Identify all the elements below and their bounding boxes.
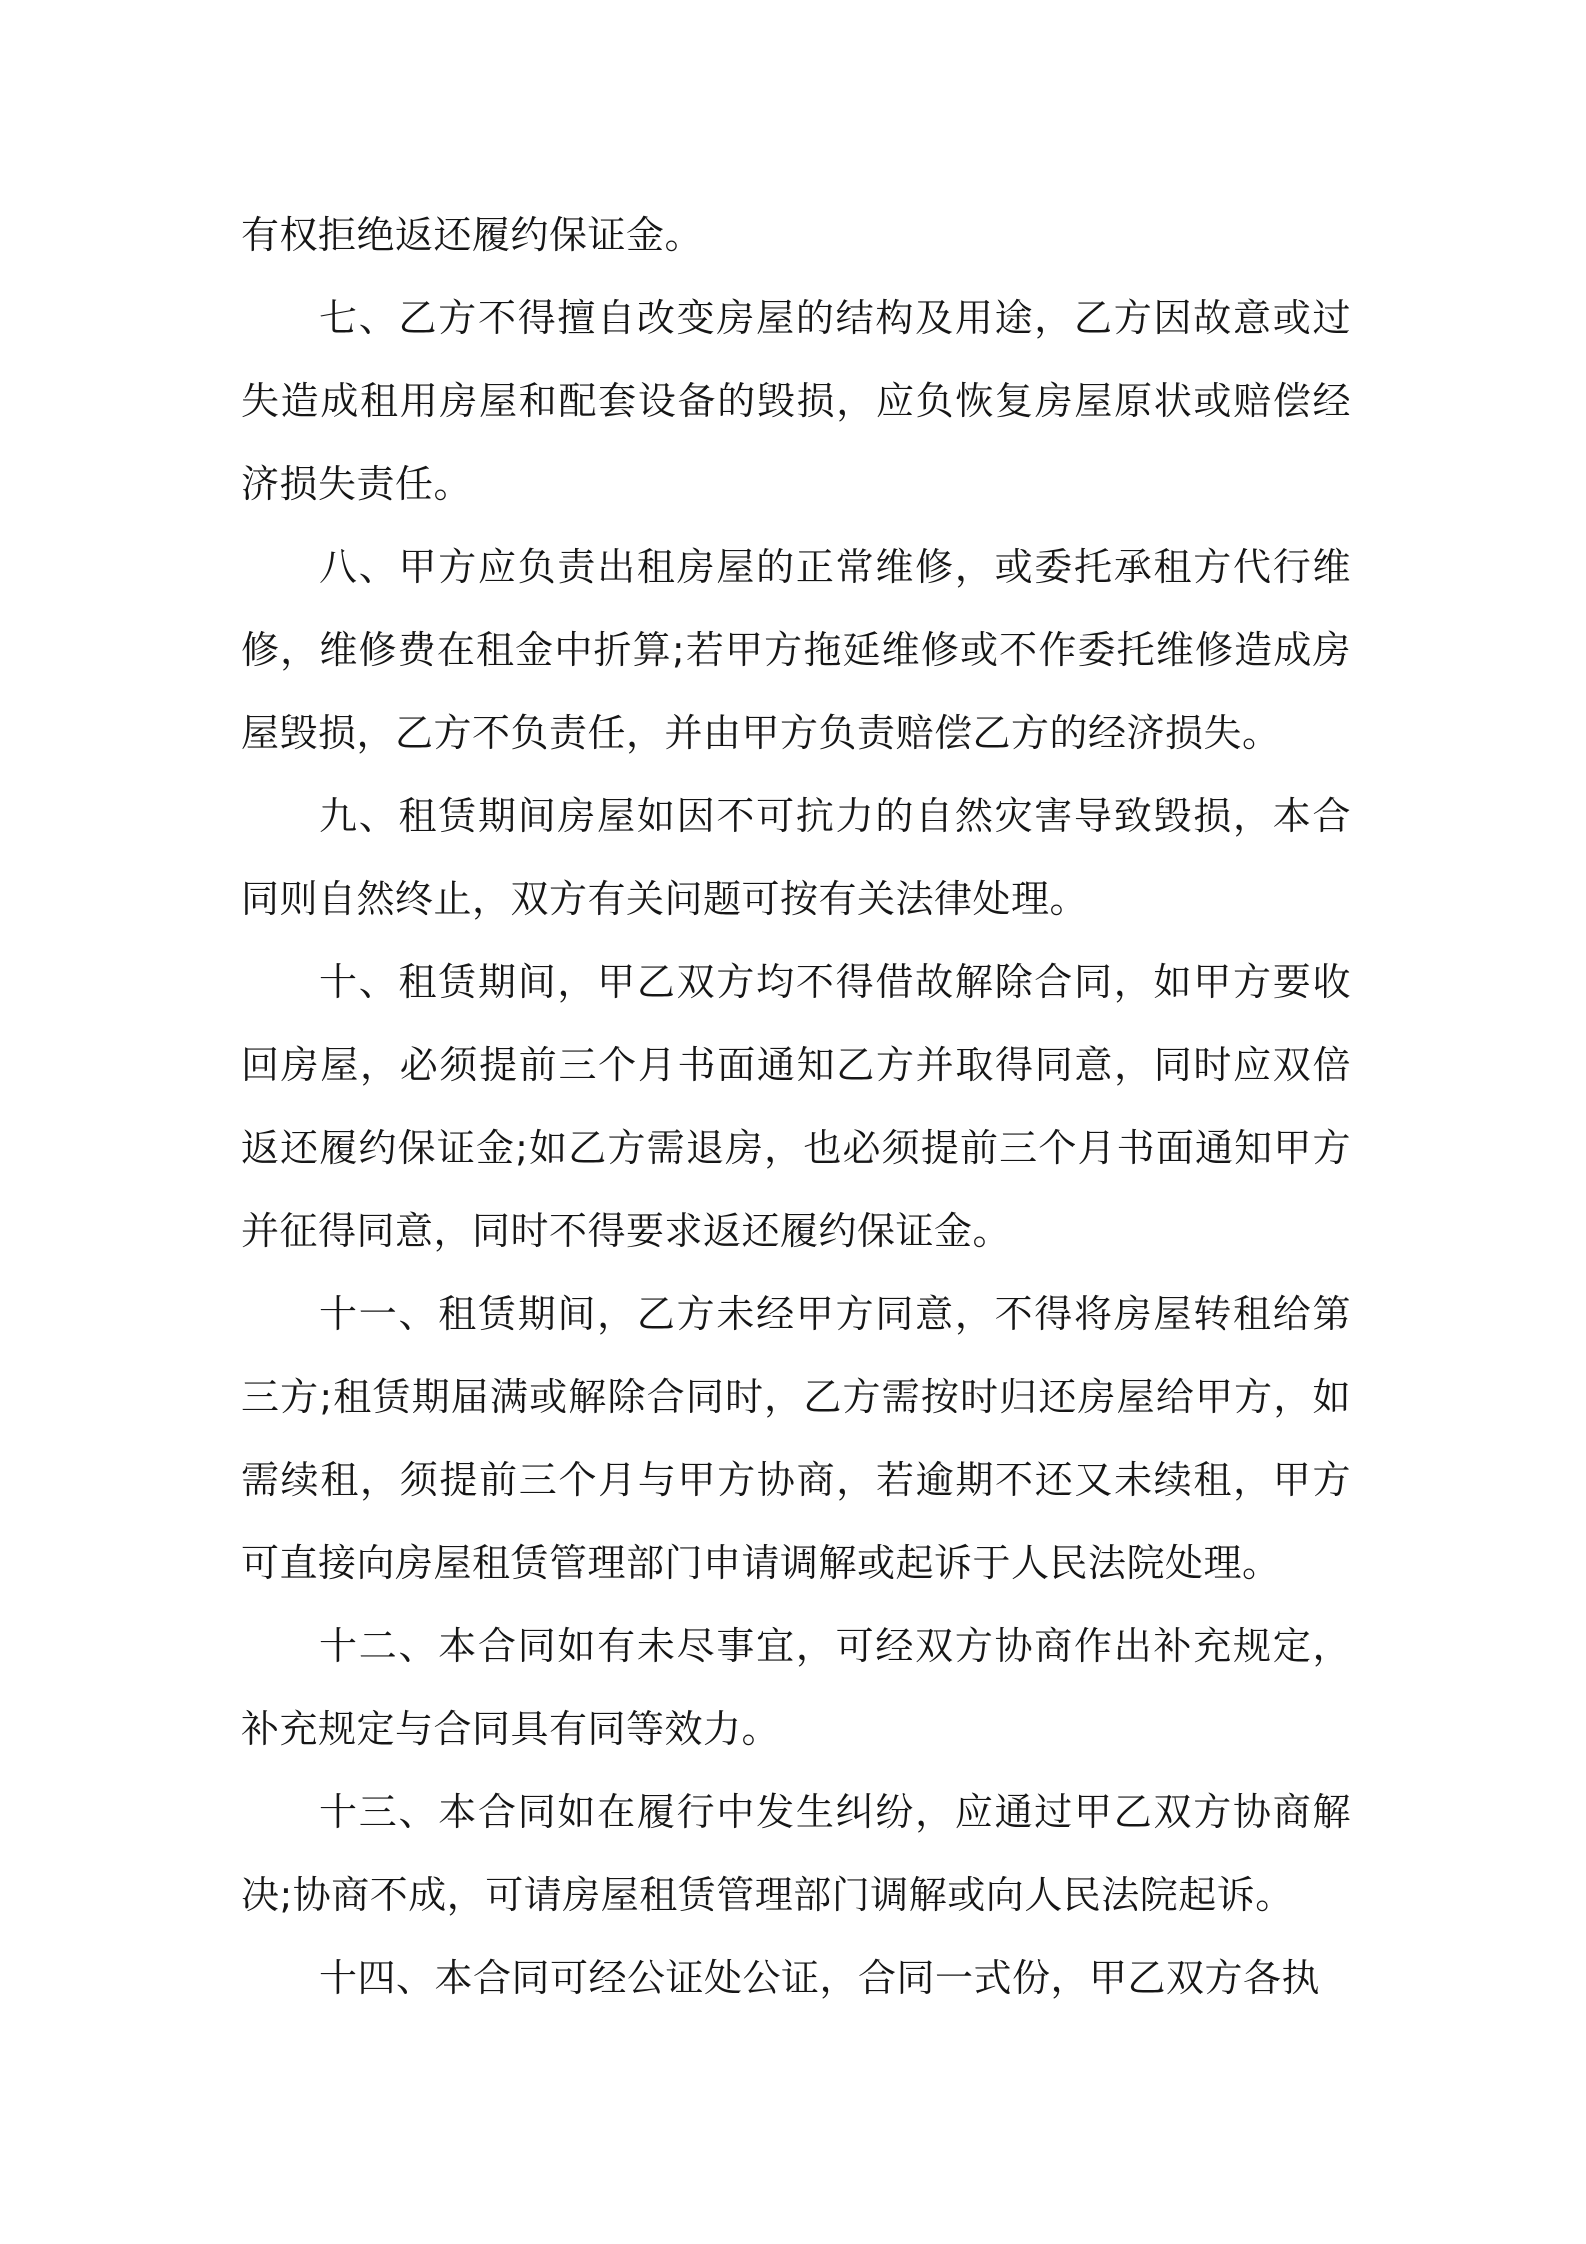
clause-10: 十、租赁期间，甲乙双方均不得借故解除合同，如甲方要收回房屋，必须提前三个月书面通知乙方并取得同意，同时应双倍返还履约保证金;如乙方需退房，也必须提前三个月书面通知甲方并征得同意，同时不得要求返还履约保证金。 [241, 960, 1351, 1253]
clause-14: 十四、本合同可经公证处公证，合同一式份，甲乙双方各执 [319, 1956, 1321, 2000]
clause-9: 九、租赁期间房屋如因不可抗力的自然灾害导致毁损，本合同则自然终止，双方有关问题可按有关法律处理。 [241, 794, 1351, 921]
clause-12: 十二、本合同如有未尽事宜，可经双方协商作出补充规定，补充规定与合同具有同等效力。 [241, 1624, 1351, 1751]
clause-11: 十一、租赁期间，乙方未经甲方同意，不得将房屋转租给第三方;租赁期届满或解除合同时，乙方需按时归还房屋给甲方，如需续租，须提前三个月与甲方协商，若逾期不还又未续租，甲方可直接向房屋租赁管理部门申请调解或起诉于人民法院处理。 [241, 1292, 1351, 1585]
clause-13: 十三、本合同如在履行中发生纠纷，应通过甲乙双方协商解决;协商不成，可请房屋租赁管理部门调解或向人民法院起诉。 [241, 1790, 1351, 1917]
paragraph-continuation: 有权拒绝返还履约保证金。 [241, 213, 704, 257]
contract-body [241, 194, 1351, 2020]
clause-8: 八、甲方应负责出租房屋的正常维修，或委托承租方代行维修，维修费在租金中折算;若甲方拖延维修或不作委托维修造成房屋毁损，乙方不负责任，并由甲方负责赔偿乙方的经济损失。 [241, 545, 1351, 755]
clause-7: 七、乙方不得擅自改变房屋的结构及用途，乙方因故意或过失造成租用房屋和配套设备的毁损，应负恢复房屋原状或赔偿经济损失责任。 [241, 296, 1351, 506]
